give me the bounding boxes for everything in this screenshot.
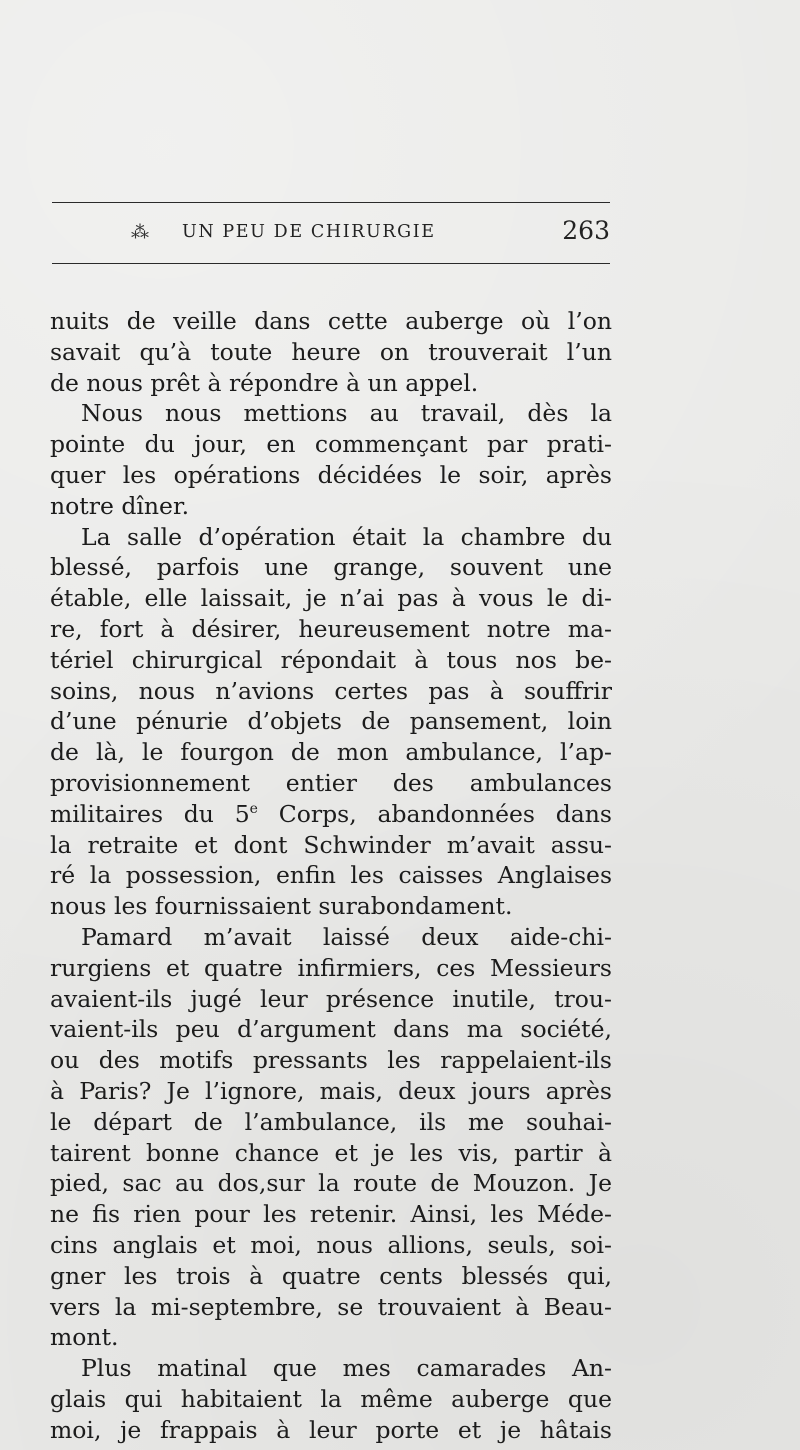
text-line: nuits de veille dans cette auberge où l’on (50, 307, 612, 335)
text-line: le départ de l’ambulance, ils me souhai- (50, 1107, 612, 1136)
text-line: soins, nous n’avions certes pas à souffrir (50, 676, 612, 705)
header-rule-top (52, 202, 610, 203)
text-line: mont. (50, 1323, 119, 1352)
text-line: avaient-ils jugé leur présence inutile, trou- (50, 984, 612, 1013)
text-line: pied, sac au dos,sur la route de Mouzon. Je (50, 1169, 612, 1198)
text-line: ne fis rien pour les retenir. Ainsi, les Méde- (50, 1200, 612, 1229)
body-text (50, 306, 612, 1445)
text-line: ou des motifs pressants les rappelaient-ils (50, 1046, 612, 1075)
header-rule-bottom (52, 263, 610, 264)
text-line: Nous nous mettions au travail, dès la (81, 399, 612, 428)
text-line: à Paris? Je l’ignore, mais, deux jours après (50, 1076, 612, 1105)
text-line: d’une pénurie d’objets de pansement, loin (50, 707, 612, 736)
text-line: savait qu’à toute heure on trouverait l’un (50, 337, 612, 366)
page-number: 263 (562, 216, 610, 245)
text-line: de là, le fourgon de mon ambulance, l’ap- (50, 738, 612, 767)
text-line: cins anglais et moi, nous allions, seuls, soi- (50, 1230, 612, 1259)
text-line: rurgiens et quatre infirmiers, ces Messieurs (50, 953, 612, 982)
text-line: re, fort à désirer, heureusement notre ma- (50, 614, 612, 643)
text-line: Pamard m’avait laissé deux aide-chi- (81, 922, 612, 951)
text-line: la retraite et dont Schwinder m’avait assu- (50, 830, 612, 859)
text-line: tairent bonne chance et je les vis, partir à (50, 1138, 612, 1167)
text-line: tériel chirurgical répondait à tous nos be- (50, 645, 612, 674)
text-line: vaient-ils peu d’argument dans ma société, (50, 1015, 612, 1044)
text-line: militaires du 5e Corps, abandonnées dans (50, 799, 612, 828)
text-line: étable, elle laissait, je n’ai pas à vous le di- (50, 584, 612, 613)
text-line: La salle d’opération était la chambre du (81, 522, 612, 551)
text-line: notre dîner. (50, 491, 190, 520)
text-line: gner les trois à quatre cents blessés qui, (50, 1261, 612, 1290)
text-line: moi, je frappais à leur porte et je hâtais (50, 1415, 612, 1444)
text-line: de nous prêt à répondre à un appel. (50, 368, 479, 397)
text-line: nous les fournissaient surabondament. (50, 892, 513, 921)
text-line: vers la mi-septembre, se trouvaient à Beau- (50, 1292, 612, 1321)
text-line: pointe du jour, en commençant par prati- (50, 430, 612, 459)
text-line: provisionnement entier des ambulances (50, 768, 612, 797)
text-line: glais qui habitaient la même auberge que (50, 1384, 612, 1413)
text-line: quer les opérations décidées le soir, après (50, 460, 612, 489)
text-line: blessé, parfois une grange, souvent une (50, 553, 612, 582)
text-line: ré la possession, enfin les caisses Anglaises (50, 861, 612, 890)
running-head (52, 212, 610, 252)
running-head-title: UN PEU DE CHIRURGIE (182, 222, 436, 242)
text-line: Plus matinal que mes camarades An- (81, 1354, 612, 1383)
ornament-glyph: ⁂ (131, 222, 149, 243)
